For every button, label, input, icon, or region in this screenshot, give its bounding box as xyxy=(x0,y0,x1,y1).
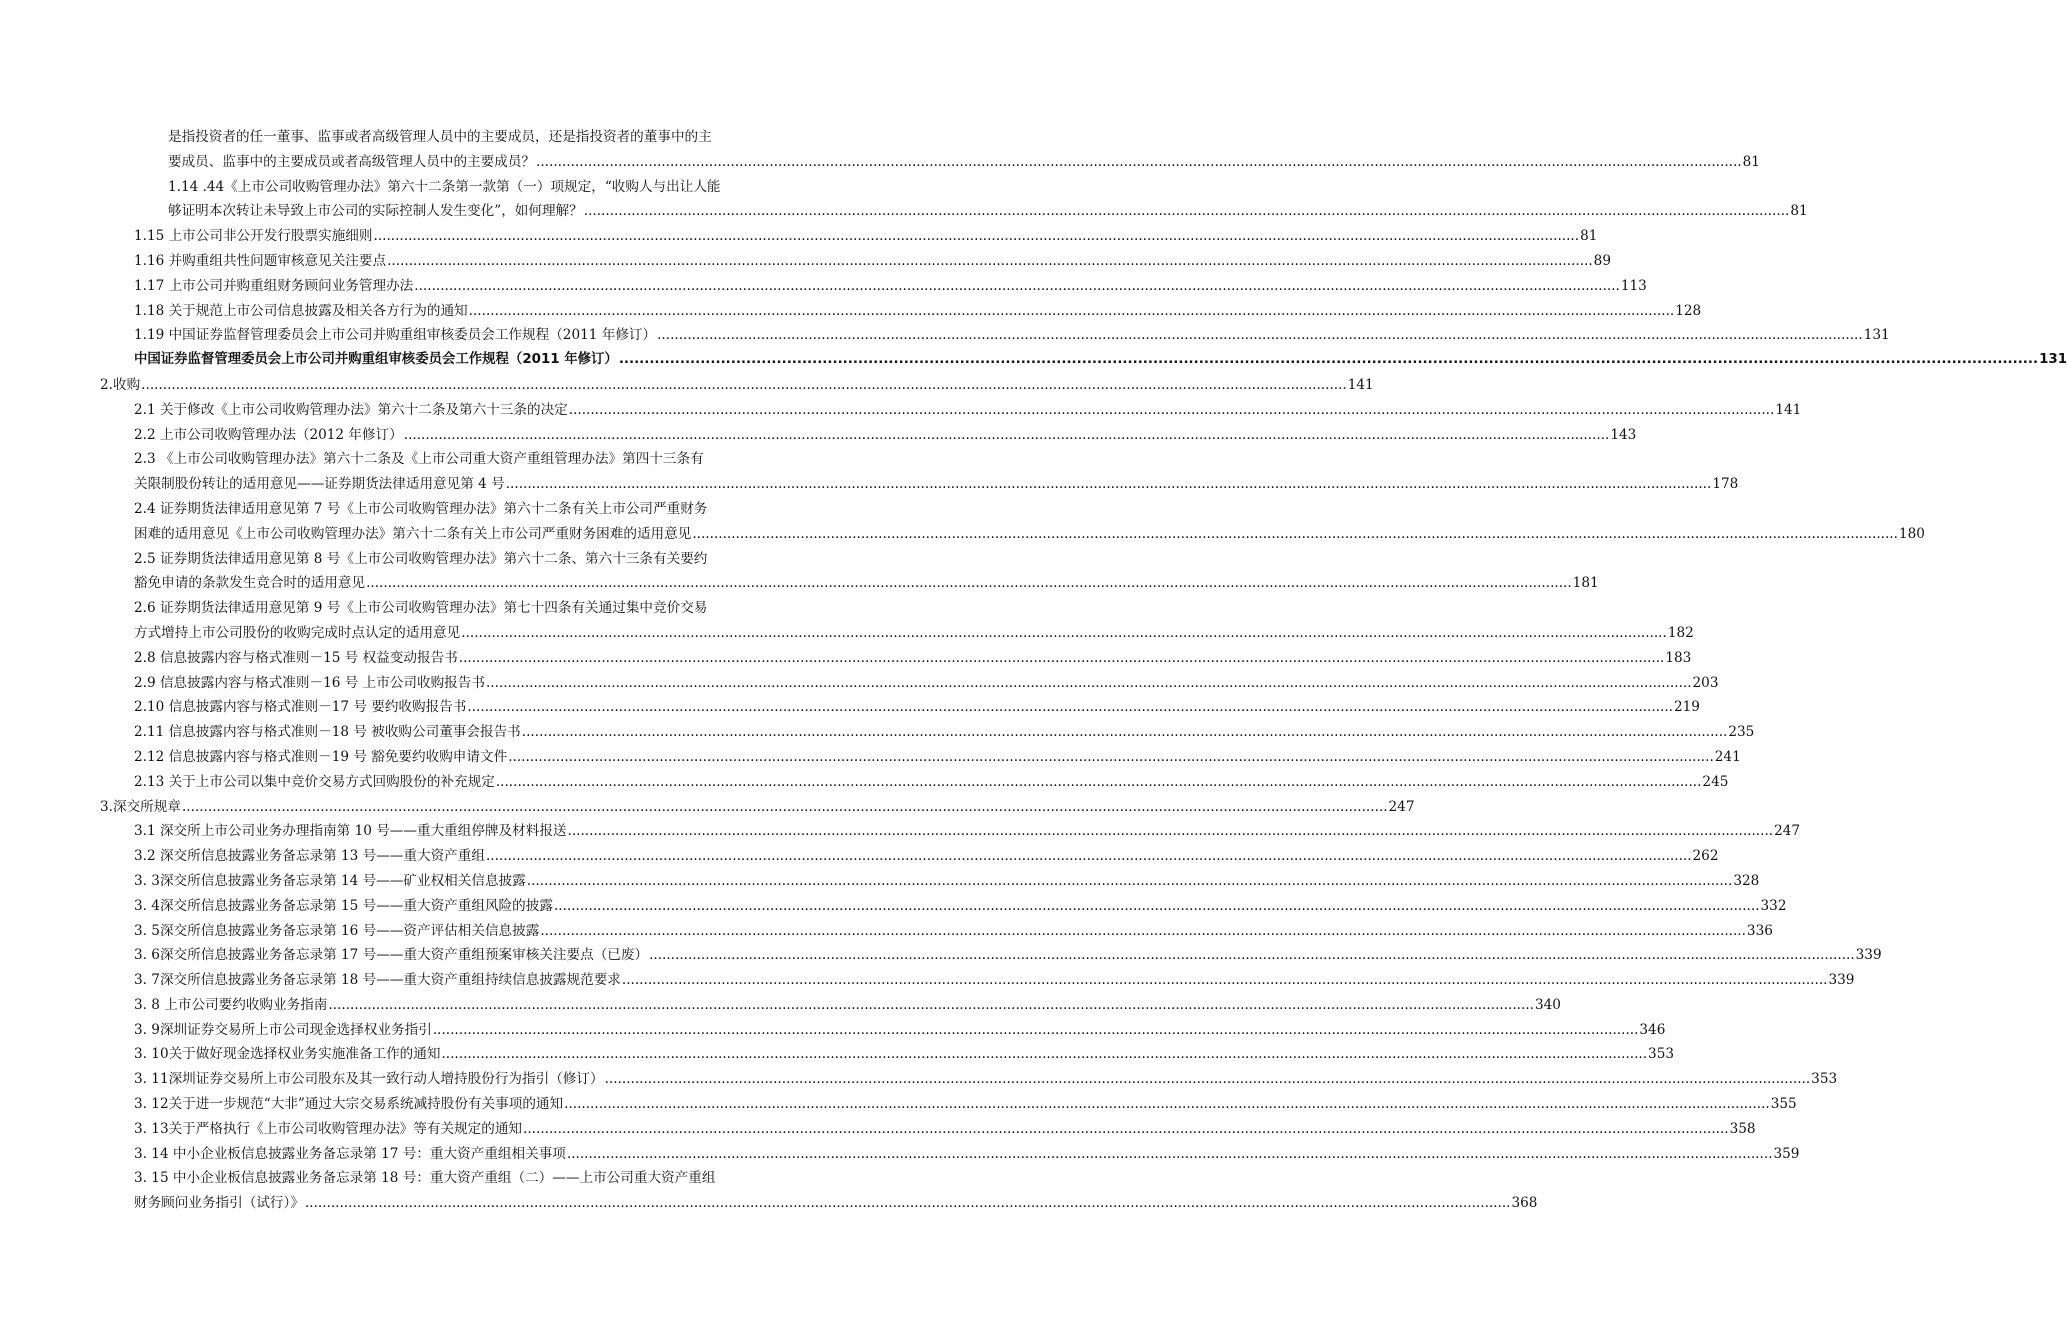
page-number: 339 xyxy=(1828,972,1855,989)
dot-leader xyxy=(496,770,1702,795)
toc-entry[interactable] xyxy=(100,770,1729,795)
dot-leader xyxy=(182,795,1388,820)
dot-leader xyxy=(554,894,1760,919)
page-number: 128 xyxy=(1675,302,1702,319)
toc-entry-title: 深交所信息披露业务备忘录第 14 号——矿业权相关信息披露 xyxy=(159,872,526,889)
toc-entry-number: 3. 12 xyxy=(134,1096,169,1113)
toc-entry-number: 3. 9 xyxy=(134,1021,160,1038)
table-of-contents xyxy=(100,125,2067,1216)
toc-section-heading[interactable] xyxy=(100,795,1415,820)
dot-leader xyxy=(441,1042,1647,1067)
dot-leader xyxy=(568,819,1774,844)
toc-entry-title: 2.2 上市公司收购管理办法（2012 年修订） xyxy=(134,426,403,443)
toc-entry[interactable] xyxy=(100,1092,1797,1117)
page-number: 245 xyxy=(1702,773,1729,790)
dot-leader xyxy=(649,943,1855,968)
page-number: 180 xyxy=(1898,525,1925,542)
toc-entry[interactable] xyxy=(100,274,1647,299)
page-number: 178 xyxy=(1712,476,1739,493)
toc-entry-text-line: 2.5 证券期货法律适用意见第 8 号《上市公司收购管理办法》第六十二条、第六十三条有关要约 xyxy=(134,550,708,567)
toc-entry[interactable] xyxy=(100,1142,1800,1167)
dot-leader xyxy=(605,1067,1811,1092)
toc-entry[interactable] xyxy=(100,1018,1666,1043)
toc-entry[interactable] xyxy=(100,447,1739,497)
dot-leader xyxy=(527,869,1733,894)
toc-entry[interactable] xyxy=(100,720,1755,745)
toc-entry-title: 1.18 关于规范上市公司信息披露及相关各方行为的通知 xyxy=(134,302,468,319)
page-number: 359 xyxy=(1773,1145,1800,1162)
dot-leader xyxy=(522,720,1728,745)
toc-entry-title: 2.9 信息披露内容与格式准则－16 号 上市公司收购报告书 xyxy=(134,674,485,691)
page-number: 328 xyxy=(1733,872,1760,889)
toc-entry-number: 3. 7 xyxy=(134,972,160,989)
toc-entry[interactable] xyxy=(100,695,1700,720)
toc-entry[interactable] xyxy=(100,993,1561,1018)
page-number: 358 xyxy=(1729,1120,1756,1137)
toc-entry-title: 3.深交所规章 xyxy=(100,798,181,815)
toc-entry[interactable] xyxy=(100,646,1692,671)
dot-leader xyxy=(619,348,2038,373)
toc-entry[interactable] xyxy=(100,348,2067,373)
toc-entry[interactable] xyxy=(100,869,1760,894)
toc-entry[interactable] xyxy=(100,819,1801,844)
toc-entry-title: 深交所信息披露业务备忘录第 16 号——资产评估相关信息披露 xyxy=(159,922,540,939)
dot-leader xyxy=(536,150,1742,175)
toc-entry[interactable] xyxy=(100,1117,1756,1142)
toc-entry[interactable] xyxy=(100,398,1802,423)
dot-leader xyxy=(540,919,1746,944)
dot-leader xyxy=(387,249,1593,274)
toc-entry[interactable] xyxy=(100,299,1702,324)
toc-entry-text-line: 3. 15 中小企业板信息披露业务备忘录第 18 号：重大资产重组（二）——上市公司重大资产重组 xyxy=(134,1170,716,1187)
toc-entry-text-line: 2.6 证券期货法律适用意见第 9 号《上市公司收购管理办法》第七十四条有关通过集中竞价交易 xyxy=(134,600,708,617)
toc-entry-number: 3. 10 xyxy=(134,1046,169,1063)
page-number: 181 xyxy=(1572,575,1599,592)
toc-entry-title: 2.12 信息披露内容与格式准则－19 号 豁免要约收购申请文件 xyxy=(134,748,508,765)
toc-entry[interactable] xyxy=(100,323,1890,348)
dot-leader xyxy=(461,621,1667,646)
toc-entry[interactable] xyxy=(100,671,1719,696)
toc-entry-text-line: 够证明本次转让未导致上市公司的实际控制人发生变化”，如何理解？ xyxy=(168,203,583,220)
toc-entry-title: 关于做好现金选择权业务实施准备工作的通知 xyxy=(168,1046,441,1063)
toc-entry[interactable] xyxy=(100,547,1599,597)
dot-leader xyxy=(567,1142,1773,1167)
dot-leader xyxy=(506,472,1712,497)
toc-entry[interactable] xyxy=(100,844,1719,869)
dot-leader xyxy=(584,199,1790,224)
toc-entry-title: 中国证券监督管理委员会上市公司并购重组审核委员会工作规程（2011 年修订） xyxy=(134,352,618,368)
toc-entry[interactable] xyxy=(100,497,1925,547)
toc-entry[interactable] xyxy=(100,894,1787,919)
page-number: 81 xyxy=(1742,153,1760,170)
toc-entry-number: 3. 6 xyxy=(134,947,160,964)
toc-entry-number: 3. 3 xyxy=(134,872,160,889)
toc-entry[interactable] xyxy=(100,175,1808,225)
page-number: 353 xyxy=(1648,1046,1674,1063)
toc-entry[interactable] xyxy=(100,1067,1838,1092)
toc-entry[interactable] xyxy=(100,968,1855,993)
toc-entry-title: 3. 8 上市公司要约收购业务指南 xyxy=(134,996,328,1013)
toc-entry-text-line: 1.14 .44《上市公司收购管理办法》第六十二条第一款第（一）项规定，“收购人与出让人能 xyxy=(168,178,721,195)
toc-entry-text-line: 方式增持上市公司股份的收购完成时点认定的适用意见 xyxy=(134,624,461,641)
toc-entry[interactable] xyxy=(100,1166,1538,1216)
page-number: 346 xyxy=(1639,1021,1666,1038)
page-number: 247 xyxy=(1774,823,1801,840)
toc-entry[interactable] xyxy=(100,596,1694,646)
toc-entry-title: 1.17 上市公司并购重组财务顾问业务管理办法 xyxy=(134,277,414,294)
toc-section-heading[interactable] xyxy=(100,373,1374,398)
dot-leader xyxy=(366,571,1572,596)
page-number: 113 xyxy=(1620,277,1647,294)
dot-leader xyxy=(523,1117,1729,1142)
dot-leader xyxy=(508,745,1714,770)
toc-entry-title: 深交所信息披露业务备忘录第 18 号——重大资产重组持续信息披露规范要求 xyxy=(159,972,621,989)
toc-entry-title: 关于进一步规范“大非”通过大宗交易系统减持股份有关事项的通知 xyxy=(168,1096,564,1113)
toc-entry-text-line: 关限制股份转让的适用意见——证券期货法律适用意见第 4 号 xyxy=(134,476,505,493)
toc-entry-title: 深圳证券交易所上市公司现金选择权业务指引 xyxy=(159,1021,432,1038)
toc-entry[interactable] xyxy=(100,125,1760,175)
page-number: 81 xyxy=(1580,228,1598,245)
page-number: 241 xyxy=(1714,748,1741,765)
toc-entry-title: 深交所信息披露业务备忘录第 15 号——重大资产重组风险的披露 xyxy=(159,897,553,914)
page-number: 89 xyxy=(1593,252,1611,269)
toc-entry-title: 2.10 信息披露内容与格式准则－17 号 要约收购报告书 xyxy=(134,699,467,716)
toc-entry-title: 2.收购 xyxy=(100,376,141,393)
dot-leader xyxy=(404,423,1610,448)
toc-entry-title: 3. 14 中小企业板信息披露业务备忘录第 17 号：重大资产重组相关事项 xyxy=(134,1145,566,1162)
page-number: 336 xyxy=(1746,922,1773,939)
toc-entry-title: 1.16 并购重组共性问题审核意见关注要点 xyxy=(134,252,387,269)
page-number: 182 xyxy=(1667,624,1694,641)
page-number: 219 xyxy=(1673,699,1700,716)
toc-entry-title: 3.1 深交所上市公司业务办理指南第 10 号——重大重组停牌及材料报送 xyxy=(134,823,567,840)
dot-leader xyxy=(305,1191,1511,1216)
dot-leader xyxy=(328,993,1534,1018)
page-number: 368 xyxy=(1511,1195,1538,1212)
toc-entry[interactable] xyxy=(100,943,1882,968)
dot-leader xyxy=(469,299,1675,324)
dot-leader xyxy=(433,1018,1639,1043)
toc-entry-title: 2.11 信息披露内容与格式准则－18 号 被收购公司董事会报告书 xyxy=(134,724,521,741)
page-number: 332 xyxy=(1760,897,1787,914)
toc-entry-number: 3. 5 xyxy=(134,922,160,939)
toc-entry-text-line: 2.4 证券期货法律适用意见第 7 号《上市公司收购管理办法》第六十二条有关上市公司严重财务 xyxy=(134,500,708,517)
page-number: 183 xyxy=(1665,649,1692,666)
dot-leader xyxy=(569,398,1775,423)
page-number: 131 xyxy=(2039,352,2067,368)
toc-entry[interactable] xyxy=(100,1042,1674,1067)
page-number: 339 xyxy=(1855,947,1882,964)
toc-entry[interactable] xyxy=(100,249,1611,274)
page-number: 235 xyxy=(1728,724,1755,741)
dot-leader xyxy=(414,274,1620,299)
toc-entry-title: 2.13 关于上市公司以集中竞价交易方式回购股份的补充规定 xyxy=(134,773,495,790)
dot-leader xyxy=(141,373,1347,398)
toc-entry-text-line: 困难的适用意见《上市公司收购管理办法》第六十二条有关上市公司严重财务困难的适用意见 xyxy=(134,525,692,542)
dot-leader xyxy=(564,1092,1770,1117)
dot-leader xyxy=(486,844,1692,869)
toc-entry-number: 3. 13 xyxy=(134,1120,169,1137)
toc-entry-title: 1.19 中国证券监督管理委员会上市公司并购重组审核委员会工作规程（2011 年修订） xyxy=(134,327,657,344)
toc-entry-text-line: 财务顾问业务指引（试行）》 xyxy=(134,1195,304,1212)
dot-leader xyxy=(622,968,1828,993)
dot-leader xyxy=(657,323,1863,348)
dot-leader xyxy=(692,522,1898,547)
toc-entry-text-line: 是指投资者的任一董事、监事或者高级管理人员中的主要成员，还是指投资者的董事中的主 xyxy=(168,129,712,145)
toc-entry-title: 深圳证券交易所上市公司股东及其一致行动人增持股份行为指引（修订） xyxy=(168,1071,604,1088)
toc-entry-title: 关于严格执行《上市公司收购管理办法》等有关规定的通知 xyxy=(168,1120,523,1137)
toc-entry-text-line: 2.3 《上市公司收购管理办法》第六十二条及《上市公司重大资产重组管理办法》第四十三条有 xyxy=(134,451,704,468)
toc-entry[interactable] xyxy=(100,919,1773,944)
toc-entry[interactable] xyxy=(100,224,1598,249)
page-number: 131 xyxy=(1863,327,1890,344)
page-number: 143 xyxy=(1610,426,1637,443)
page-number: 247 xyxy=(1388,798,1415,815)
toc-entry-title: 3.2 深交所信息披露业务备忘录第 13 号——重大资产重组 xyxy=(134,848,485,865)
page-number: 353 xyxy=(1811,1071,1838,1088)
toc-entry[interactable] xyxy=(100,423,1637,448)
dot-leader xyxy=(486,671,1692,696)
toc-entry-title: 深交所信息披露业务备忘录第 17 号——重大资产重组预案审核关注要点（已废） xyxy=(159,947,649,964)
toc-entry-text-line: 豁免申请的条款发生竞合时的适用意见 xyxy=(134,575,366,592)
page-number: 81 xyxy=(1790,203,1808,220)
page-number: 141 xyxy=(1775,401,1802,418)
page-number: 203 xyxy=(1692,674,1719,691)
page-number: 262 xyxy=(1692,848,1719,865)
page-number: 355 xyxy=(1770,1096,1797,1113)
toc-entry-text-line: 要成员、监事中的主要成员或者高级管理人员中的主要成员？ xyxy=(168,153,536,170)
toc-entry-number: 3. 11 xyxy=(134,1071,169,1088)
page-number: 141 xyxy=(1347,376,1374,393)
page-number: 340 xyxy=(1534,996,1561,1013)
dot-leader xyxy=(467,695,1673,720)
toc-entry-title: 2.8 信息披露内容与格式准则－15 号 权益变动报告书 xyxy=(134,649,458,666)
toc-entry[interactable] xyxy=(100,745,1741,770)
dot-leader xyxy=(459,646,1665,671)
toc-entry-number: 3. 4 xyxy=(134,897,160,914)
toc-entry-title: 2.1 关于修改《上市公司收购管理办法》第六十二条及第六十三条的决定 xyxy=(134,401,568,418)
dot-leader xyxy=(374,224,1580,249)
toc-entry-title: 1.15 上市公司非公开发行股票实施细则 xyxy=(134,228,373,245)
